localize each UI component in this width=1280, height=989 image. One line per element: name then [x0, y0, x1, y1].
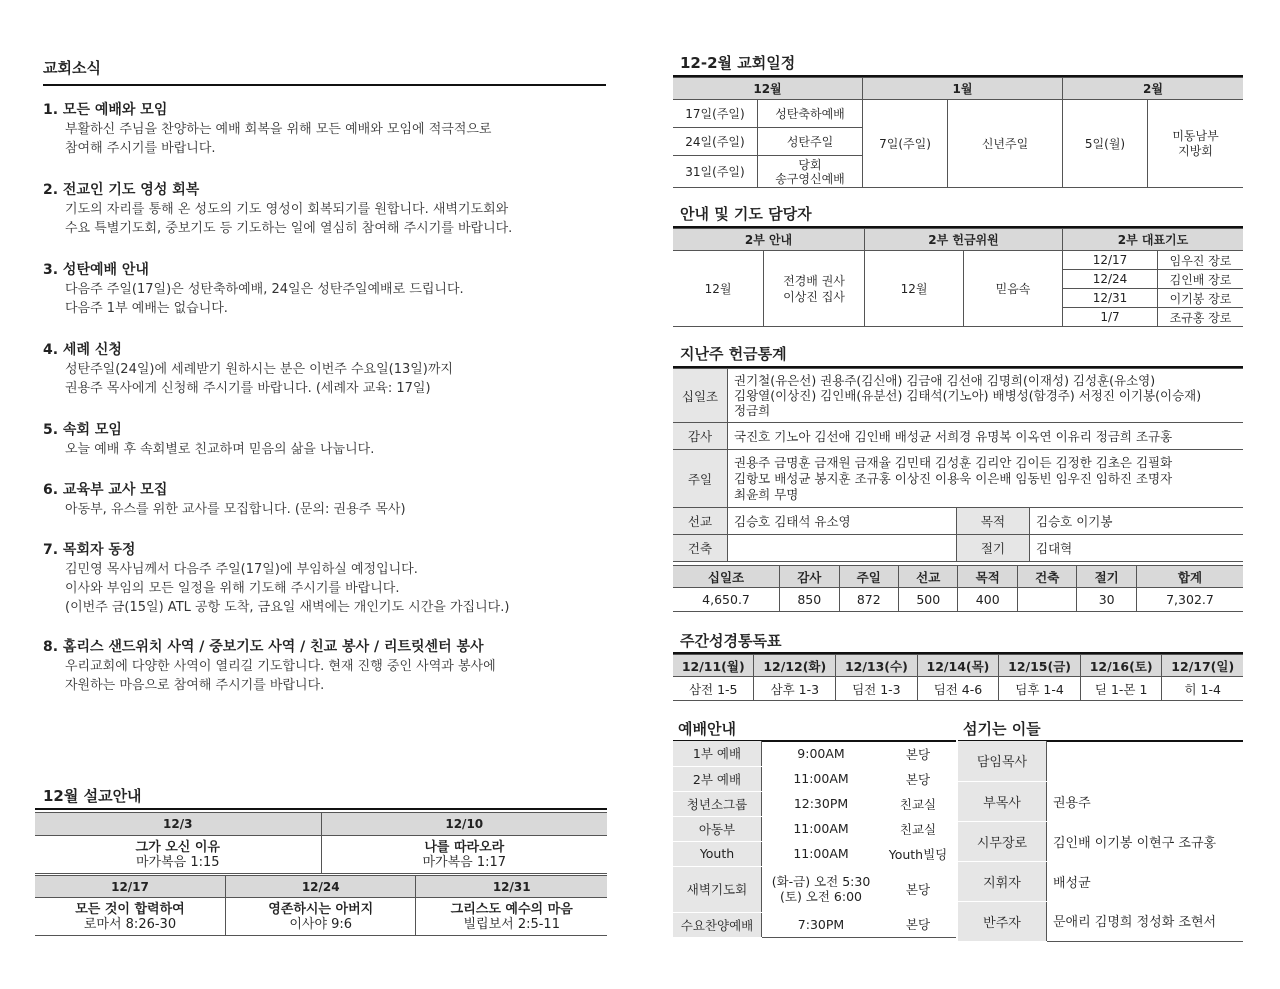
news-item-line: 다음주 1부 예배는 없습니다.: [65, 301, 228, 316]
duty-prayer-date: 12/17: [1063, 251, 1158, 270]
schedule-month: 12월: [673, 78, 863, 100]
duty-table: [673, 228, 1243, 327]
totals-value: 850: [780, 588, 839, 612]
offering-label: 감사: [673, 423, 728, 450]
offering-label: 절기: [957, 535, 1030, 562]
totals-header: 목적: [958, 566, 1017, 588]
offering-names: [728, 369, 1244, 423]
bible-date: 12/15(금): [999, 655, 1081, 677]
duty-prayer-name: 임우진 장로: [1158, 251, 1244, 270]
worship-time-line: 9:00AM: [797, 746, 845, 761]
sermon-cell: [416, 898, 607, 936]
sermon-verse: 마가복음 1:17: [422, 854, 507, 870]
sermon-cell: [35, 898, 225, 936]
sermon-date: 12/3: [35, 813, 321, 836]
offering-names: 김승호 이기봉: [1030, 508, 1244, 535]
worship-time-line: 11:00AM: [793, 846, 849, 861]
server-role: 담임목사: [958, 741, 1047, 781]
worship-place: 본당: [905, 771, 931, 787]
news-item-line: 김민영 목사님께서 다음주 주일(17일)에 부임하실 예정입니다.: [65, 562, 418, 577]
offering-totals-table: [673, 565, 1243, 612]
duty-prayer-name: 조규홍 장로: [1158, 308, 1244, 327]
news-item-line: 부활하신 주님을 찬양하는 예배 회복을 위해 모든 예배와 모임에 적극적으로: [65, 122, 492, 137]
duty-prayer-name: 김인배 장로: [1158, 270, 1244, 289]
worship-place: 본당: [905, 917, 931, 933]
worship-heading: 예배안내: [678, 720, 736, 738]
news-item-title: 4. 세례 신청: [43, 342, 122, 358]
sermon-date: 12/24: [225, 876, 415, 898]
bible-table: [673, 654, 1243, 701]
worship-place: Youth빌딩: [888, 846, 948, 862]
sermon-verse: 빌립보서 2:5-11: [463, 916, 560, 932]
worship-time-line: 12:30PM: [793, 796, 849, 811]
duty-prayer-date: 12/24: [1063, 270, 1158, 289]
news-item: [43, 100, 603, 158]
news-item: [43, 480, 603, 519]
duty-offering-names: 믿음속: [964, 251, 1063, 327]
news-item-line: 우리교회에 다양한 사역이 열리길 기도합니다. 현재 진행 중인 사역과 봉사에: [65, 659, 496, 674]
totals-header: 건축: [1017, 566, 1076, 588]
worship-name: 1부 예배: [673, 741, 762, 766]
worship-place: 친교실: [899, 821, 937, 837]
bible-reading: 히 1-4: [1162, 677, 1243, 701]
duty-guide-name: 이상진 집사: [783, 289, 845, 304]
news-item-line: 권용주 목사에게 신청해 주시기를 바랍니다. (세례자 교육: 17일): [65, 381, 431, 396]
sermon-heading: 12월 설교안내: [43, 787, 142, 805]
server-role: 반주자: [958, 901, 1047, 941]
sermon-cell: [321, 836, 607, 874]
duty-prayer-date: 1/7: [1063, 308, 1158, 327]
worship-time: [762, 816, 881, 841]
totals-value: 30: [1077, 588, 1136, 612]
news-item-line: 자원하는 마음으로 참여해 주시기를 바랍니다.: [65, 678, 325, 693]
worship-place: 친교실: [899, 796, 937, 812]
news-item-line: 이사와 부임의 모든 일정을 위해 기도해 주시기를 바랍니다.: [65, 581, 400, 596]
worship-time: [762, 766, 881, 791]
bible-reading: 삼전 1-5: [673, 677, 754, 701]
bible-date: 12/12(화): [754, 655, 836, 677]
sermon-title: 나를 따라오라: [424, 839, 505, 855]
bible-date: 12/14(목): [917, 655, 999, 677]
duty-month: 12월: [865, 251, 964, 327]
schedule-event-line: 미동남부: [1172, 128, 1219, 143]
news-item-title: 6. 교육부 교사 모집: [43, 482, 168, 498]
bible-date: 12/16(토): [1080, 655, 1162, 677]
schedule-event: [758, 156, 863, 188]
sermon-title: 그리스도 예수의 마음: [450, 901, 573, 917]
offering-names-line: 정금희: [734, 403, 771, 418]
sermon-date: 12/31: [416, 876, 607, 898]
schedule-date: 7일(주일): [863, 100, 948, 188]
offering-label: 주일: [673, 450, 728, 508]
server-role: 부목사: [958, 781, 1047, 821]
offering-names-line: 최윤희 무명: [734, 486, 799, 502]
bible-reading: 딤후 1-4: [999, 677, 1081, 701]
offering-label: 건축: [673, 535, 728, 562]
news-heading-rule: [43, 84, 606, 86]
sermon-verse: 이사야 9:6: [289, 916, 353, 932]
worship-name: 청년소그룹: [673, 791, 762, 816]
duty-month: 12월: [673, 251, 764, 327]
worship-time-line: 11:00AM: [793, 771, 849, 786]
totals-header: 십일조: [673, 566, 780, 588]
schedule-month: 2월: [1063, 78, 1244, 100]
server-role: 지휘자: [958, 861, 1047, 901]
news-item: [43, 260, 603, 318]
offering-label: 십일조: [673, 369, 728, 423]
duty-prayer-date: 12/31: [1063, 289, 1158, 308]
worship-time-line: 11:00AM: [793, 821, 849, 836]
offering-names-line: 권용주 금명훈 금재원 금재율 김민태 김성훈 김리안 김이든 김정한 김초은 김필화: [734, 454, 1173, 470]
sermon-verse: 로마서 8:26-30: [83, 916, 177, 932]
totals-value: 400: [958, 588, 1017, 612]
totals-header: 절기: [1077, 566, 1136, 588]
worship-table: [673, 741, 956, 938]
worship-name: 아동부: [673, 816, 762, 841]
duty-header: 2부 대표기도: [1063, 229, 1244, 251]
bible-reading: 삼후 1-3: [754, 677, 836, 701]
bible-reading: 딛 1-몬 1: [1080, 677, 1162, 701]
schedule-date: 5일(월): [1063, 100, 1148, 188]
duty-heading: 안내 및 기도 담당자: [680, 205, 812, 223]
totals-value: 7,302.7: [1136, 588, 1243, 612]
offering-names: 김대혁: [1030, 535, 1244, 562]
offering-label: 목적: [957, 508, 1030, 535]
news-item-line: 오늘 예배 후 속회별로 친교하며 믿음의 삶을 나눕니다.: [65, 442, 375, 457]
sermon-title: 모든 것이 합력하여: [75, 901, 185, 917]
offering-names-line: 김항모 배성균 봉지훈 조규홍 이상진 이용욱 이은배 임동빈 임우진 임하진 조명자: [734, 470, 1173, 486]
offering-heading: 지난주 헌금통계: [680, 345, 787, 363]
news-item-line: 기도의 자리를 통해 온 성도의 기도 영성이 회복되기를 원합니다. 새벽기도회와: [65, 202, 509, 217]
offering-names-line: 권기철(유은선) 권용주(김신애) 김금애 김선애 김명희(이재성) 김성훈(유소영): [734, 373, 1156, 388]
bible-date: 12/17(일): [1162, 655, 1243, 677]
schedule-date: 17일(주일): [673, 100, 758, 128]
schedule-event-line: 당회: [798, 157, 822, 172]
duty-prayer-name: 이기봉 장로: [1158, 289, 1244, 308]
schedule-date: 24일(주일): [673, 128, 758, 156]
offering-names-line: 김왕열(이상진) 김인배(유분선) 김태석(기노아) 배병성(함경주) 서정진 이기봉(이승재): [734, 388, 1202, 403]
offering-label: 선교: [673, 508, 728, 535]
totals-header: 주일: [839, 566, 898, 588]
news-heading: 교회소식: [43, 59, 101, 77]
news-item-line: 성탄주일(24일)에 세례받기 원하시는 분은 이번주 수요일(13일)까지: [65, 362, 453, 377]
news-item-title: 2. 전교인 기도 영성 회복: [43, 182, 200, 198]
bible-reading: 딤전 1-3: [836, 677, 918, 701]
news-item-title: 5. 속회 모임: [43, 422, 122, 438]
sermon-date: 12/17: [35, 876, 225, 898]
worship-time-line: (토) 오전 6:00: [780, 889, 862, 904]
bible-reading: 딤전 4-6: [917, 677, 999, 701]
schedule-event-line: 송구영신예배: [775, 171, 845, 186]
news-item-line: 다음주 주일(17일)은 성탄축하예배, 24일은 성탄주일예배로 드립니다.: [65, 282, 464, 297]
sermon-date: 12/10: [321, 813, 607, 836]
worship-name: 수요찬양예배: [673, 912, 762, 937]
sermon-cell: [225, 898, 415, 936]
news-item-title: 7. 목회자 동정: [43, 542, 136, 558]
news-item: [43, 540, 603, 617]
sermon-table-top: [35, 812, 607, 874]
bible-heading: 주간성경통독표: [680, 632, 782, 650]
worship-time-line: 7:30PM: [797, 916, 845, 932]
schedule-month: 1월: [863, 78, 1063, 100]
totals-value: 4,650.7: [673, 588, 780, 612]
bible-date: 12/13(수): [836, 655, 918, 677]
worship-time: [762, 791, 881, 816]
duty-guide-name: 전경배 권사: [783, 273, 845, 288]
worship-time: [762, 866, 881, 912]
server-names: 권용주: [1053, 795, 1091, 811]
server-names: 배성균: [1053, 875, 1091, 891]
schedule-event: [1148, 100, 1244, 188]
servers-table: [958, 741, 1243, 942]
schedule-heading: 12-2월 교회일정: [680, 54, 796, 72]
worship-time: [762, 841, 881, 866]
worship-name: Youth: [673, 841, 762, 866]
totals-header: 감사: [780, 566, 839, 588]
news-item: [43, 420, 603, 459]
schedule-table: [673, 77, 1243, 188]
sermon-title: 그가 오신 이유: [135, 839, 220, 855]
sermon-cell: [35, 836, 321, 874]
totals-value: 500: [899, 588, 958, 612]
schedule-event: 성탄축하예배: [758, 100, 863, 128]
offering-names: [728, 450, 1244, 508]
schedule-event-line: 지방회: [1178, 143, 1213, 158]
server-names: 문애리 김명희 정성화 조현서: [1053, 915, 1217, 931]
news-item-title: 8. 홈리스 샌드위치 사역 / 중보기도 사역 / 친교 봉사 / 리트릿센터 봉사: [43, 639, 484, 655]
worship-place: 본당: [905, 746, 931, 762]
offering-names: [728, 535, 957, 562]
worship-name: 새벽기도회: [673, 866, 762, 912]
news-item: [43, 180, 603, 238]
sermon-verse: 마가복음 1:15: [135, 854, 220, 870]
offering-names: 김승호 김태석 유소영: [728, 508, 957, 535]
news-item: [43, 637, 603, 695]
sermon-table-bottom: [35, 875, 607, 936]
news-item-line: (이번주 금(15일) ATL 공항 도착, 금요일 새벽에는 개인기도 시간을 가집니다.): [65, 600, 510, 615]
schedule-event: 성탄주일: [758, 128, 863, 156]
news-item: [43, 340, 603, 398]
worship-name: 2부 예배: [673, 766, 762, 791]
worship-time: [762, 741, 881, 766]
duty-header: 2부 헌금위원: [865, 229, 1063, 251]
sermon-heading-rule: [35, 808, 607, 810]
news-item-title: 1. 모든 예배와 모임: [43, 102, 168, 118]
bible-date: 12/11(월): [673, 655, 754, 677]
totals-value: 872: [839, 588, 898, 612]
news-item-line: 아동부, 유스를 위한 교사를 모집합니다. (문의: 권용주 목사): [65, 502, 406, 517]
server-names: 김인배 이기봉 이현구 조규홍: [1053, 835, 1217, 851]
duty-header: 2부 안내: [673, 229, 865, 251]
totals-value: [1017, 588, 1076, 612]
totals-header: 선교: [899, 566, 958, 588]
totals-header: 합계: [1136, 566, 1243, 588]
sermon-title: 영존하시는 아버지: [268, 901, 374, 917]
servers-heading: 섬기는 이들: [963, 720, 1041, 738]
news-item-line: 참여해 주시기를 바랍니다.: [65, 141, 216, 156]
offering-names: 국진호 기노아 김선애 김인배 배성균 서희경 유명복 이옥연 이유리 정금희 조규홍: [728, 423, 1244, 450]
news-item-title: 3. 성탄예배 안내: [43, 262, 149, 278]
schedule-date: 31일(주일): [673, 156, 758, 188]
duty-guide-names: [764, 251, 865, 327]
server-names: [1047, 741, 1244, 781]
worship-time-line: (화-금) 오전 5:30: [771, 874, 871, 889]
worship-time: [762, 912, 881, 937]
news-item-line: 수요 특별기도회, 중보기도 등 기도하는 일에 열심히 참여해 주시기를 바랍니다.: [65, 221, 513, 236]
worship-place: 본당: [905, 882, 931, 897]
server-role: 시무장로: [958, 821, 1047, 861]
schedule-event: 신년주일: [948, 100, 1063, 188]
offering-table: [673, 368, 1243, 562]
